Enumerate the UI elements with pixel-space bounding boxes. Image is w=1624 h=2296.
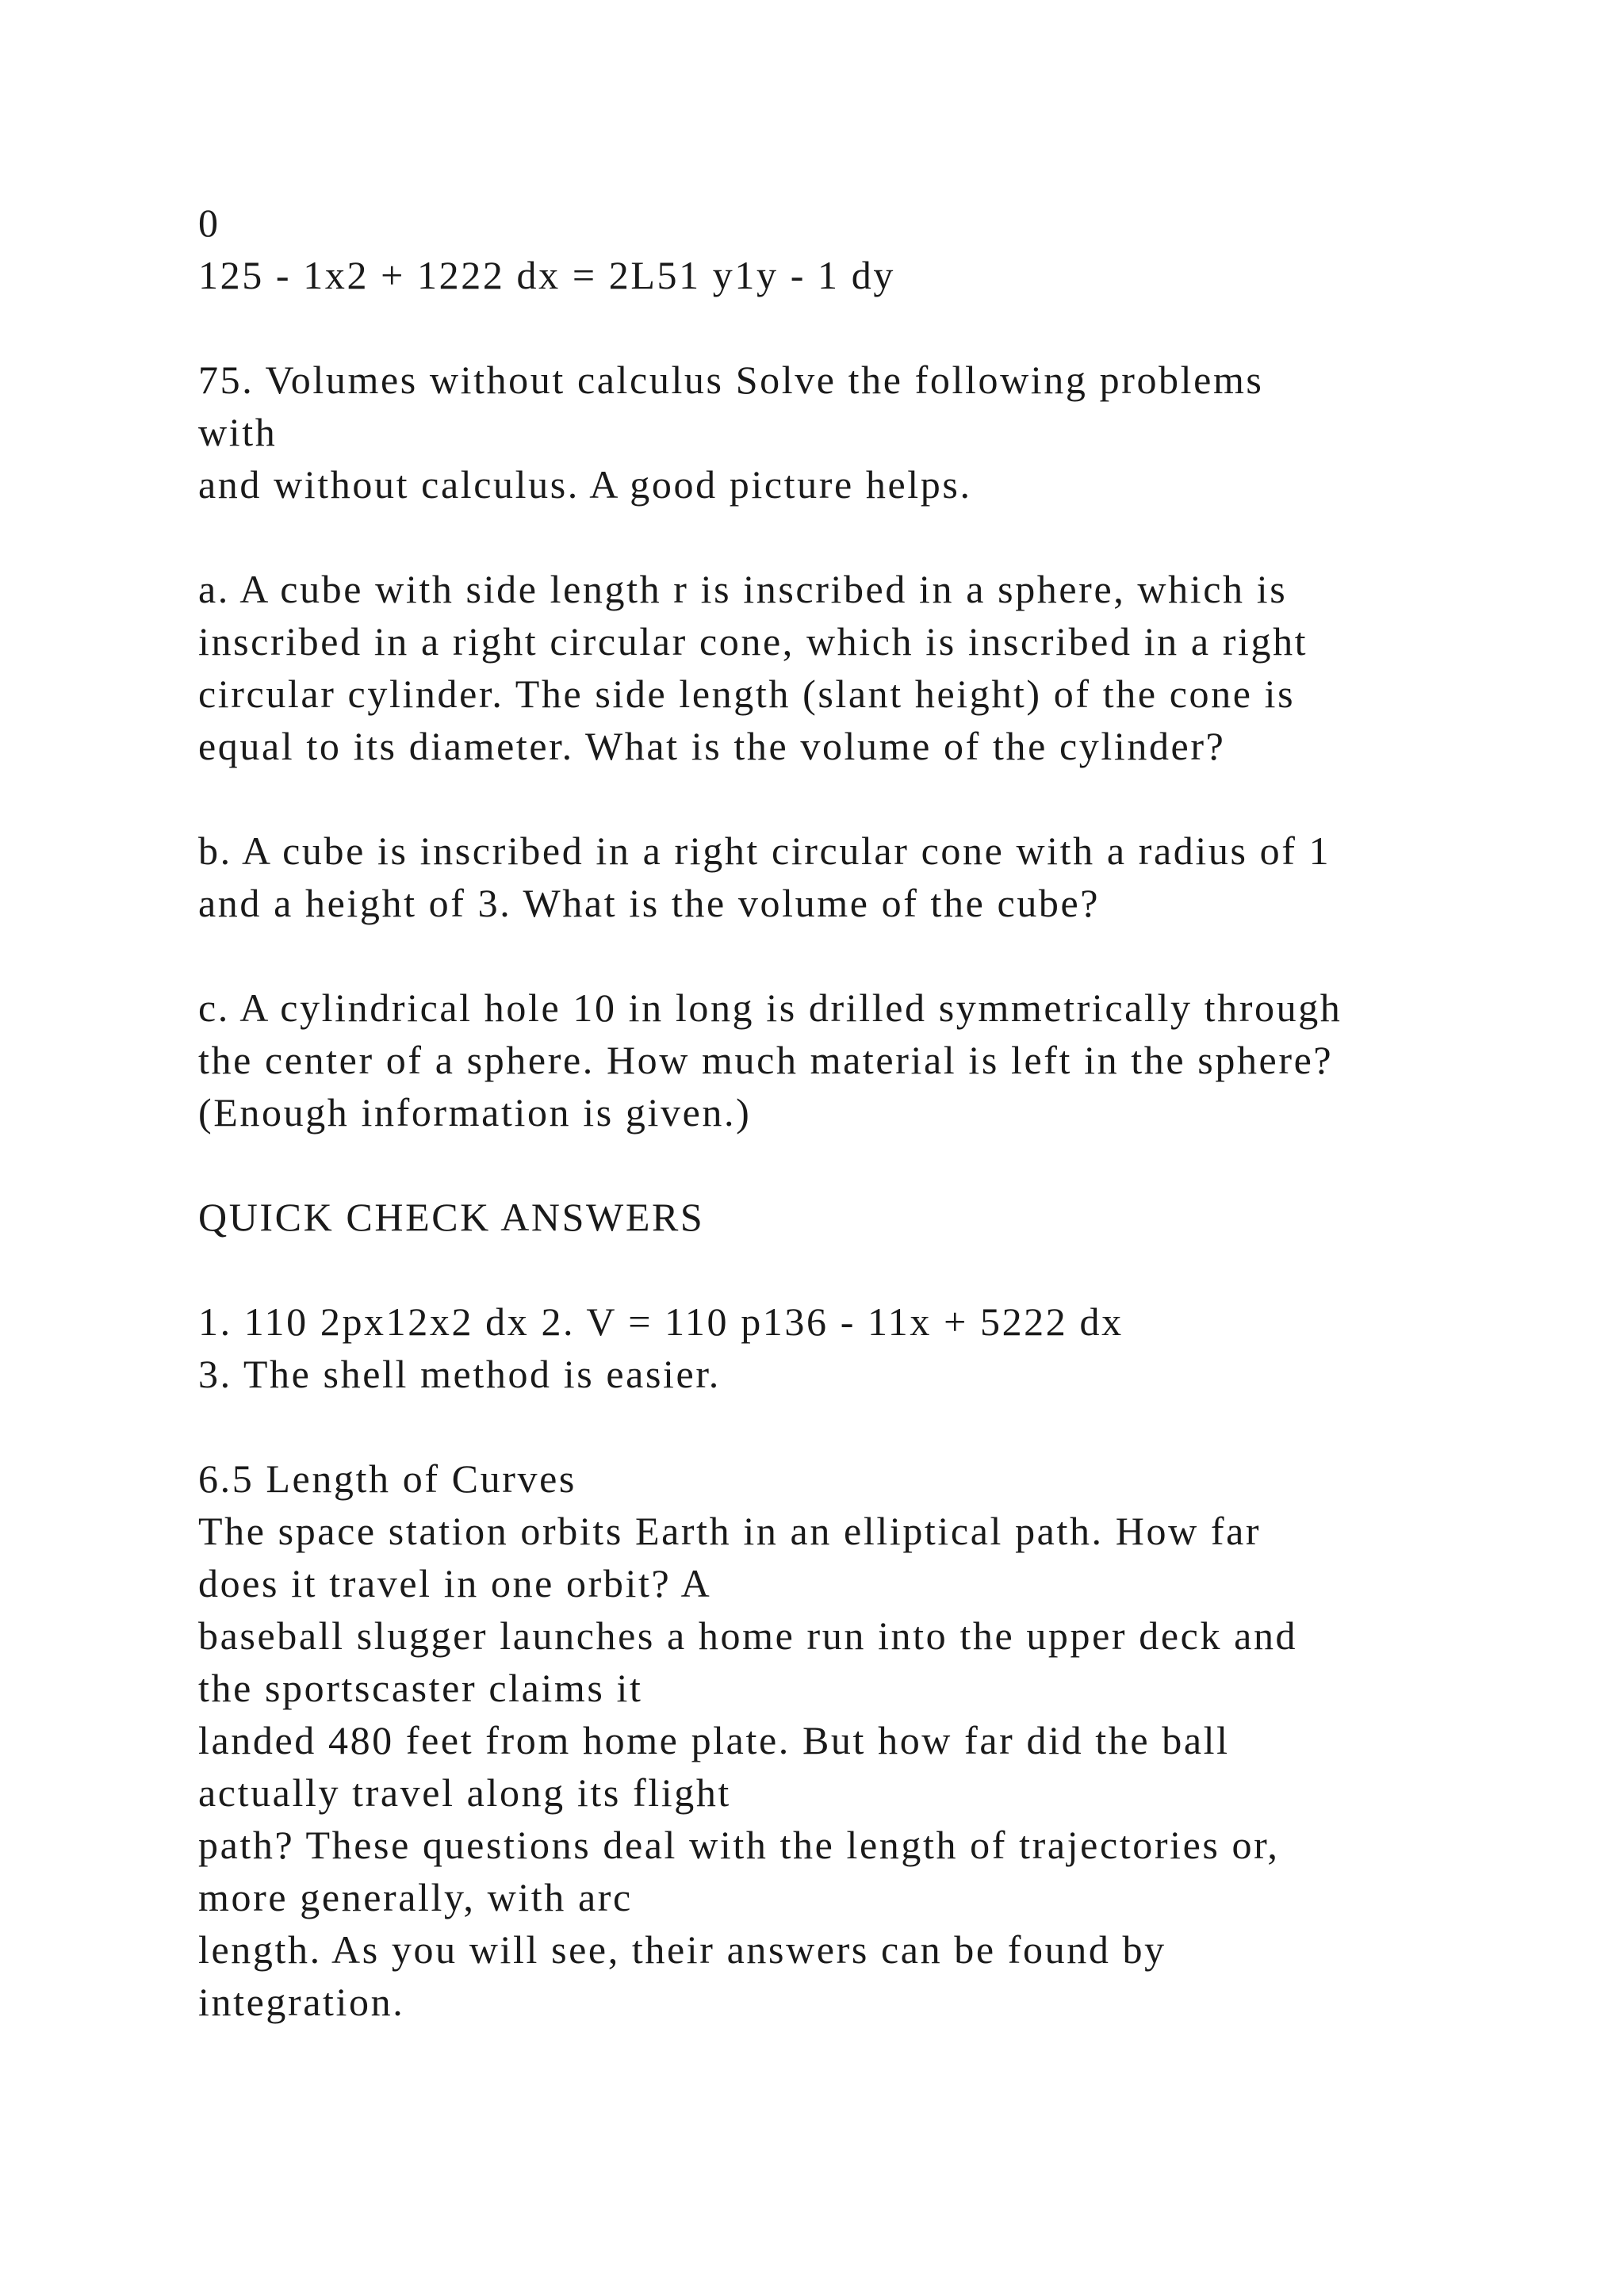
text-line: length. As you will see, their answers can be found by [198,1927,1166,1972]
blank-line [198,1243,1515,1295]
problem-c-line: c. A cylindrical hole 10 in long is drilled symmetrically through [198,985,1342,1030]
equation-line: 125 - 1x2 + 1222 dx = 2L51 y1y - 1 dy [198,253,895,297]
blank-line [198,1400,1515,1452]
text-line: the center of a sphere. How much material is left in the sphere? [198,1038,1334,1082]
text-line: landed 480 feet from home plate. But how far did the ball [198,1718,1230,1762]
text-line: circular cylinder. The side length (slant height) of the cone is [198,672,1296,716]
text-line: and a height of 3. What is the volume of the cube? [198,881,1101,925]
blank-line [198,772,1515,825]
blank-line [198,1138,1515,1191]
problem-b-line: b. A cube is inscribed in a right circular cone with a radius of 1 [198,828,1331,873]
problem-heading-line: 75. Volumes without calculus Solve the following problems [198,358,1264,402]
answer-line: 3. The shell method is easier. [198,1352,721,1396]
text-line: the sportscaster claims it [198,1666,643,1710]
text-line: actually travel along its flight [198,1770,731,1815]
text-line: more generally, with arc [198,1875,633,1919]
problem-a-line: a. A cube with side length r is inscribed in a sphere, which is [198,567,1288,611]
blank-line [198,511,1515,563]
text-line: (Enough information is given.) [198,1090,752,1135]
text-line: baseball slugger launches a home run into the upper deck and [198,1613,1298,1658]
text-line: integration. [198,1980,405,2024]
quick-check-heading: QUICK CHECK ANSWERS [198,1195,705,1239]
answer-line: 1. 110 2px12x2 dx 2. V = 110 p136 - 11x + 5222 dx [198,1299,1124,1344]
text-line: does it travel in one orbit? A [198,1561,712,1605]
text-line: with [198,410,278,454]
text-line: equal to its diameter. What is the volume of the cylinder? [198,724,1226,768]
blank-line [198,301,1515,354]
text-line: inscribed in a right circular cone, which is inscribed in a right [198,619,1308,664]
text-line: The space station orbits Earth in an elliptical path. How far [198,1509,1262,1553]
document-page [198,197,1515,2028]
section-heading: 6.5 Length of Curves [198,1456,576,1501]
text-line: path? These questions deal with the length of trajectories or, [198,1823,1280,1867]
text-line: and without calculus. A good picture helps. [198,462,972,507]
blank-line [198,929,1515,982]
text-line: 0 [198,201,220,245]
